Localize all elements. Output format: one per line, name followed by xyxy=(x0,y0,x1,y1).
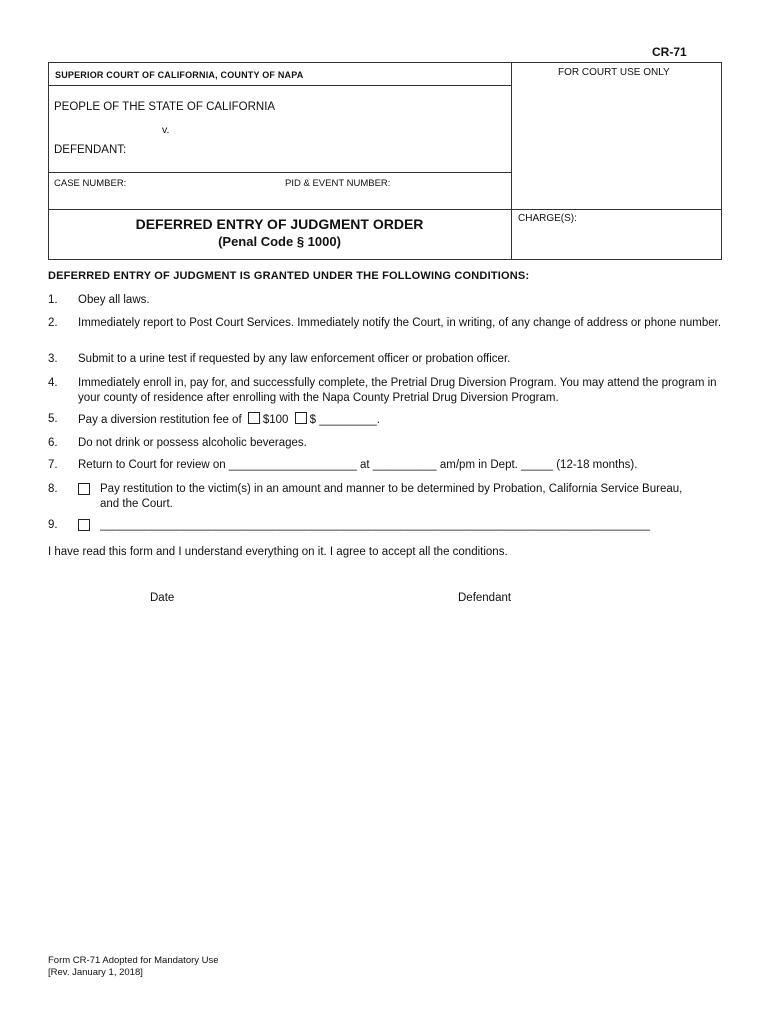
form-title: DEFERRED ENTRY OF JUDGMENT ORDER xyxy=(135,216,424,232)
caption-divider-case xyxy=(48,172,511,173)
case-number-label: CASE NUMBER: xyxy=(54,178,127,189)
condition-text: Immediately report to Post Court Services. Immediately notify the Court, in writing, of any change of address or phone number. xyxy=(78,317,722,329)
caption-divider-court xyxy=(48,85,511,86)
other-condition-checkbox[interactable] xyxy=(78,519,90,531)
fee-label: Pay a diversion restitution fee of xyxy=(78,414,242,426)
caption-divider-vertical xyxy=(511,62,512,260)
condition-text: Return to Court for review on ____________________ at __________ am/pm in Dept. _____ (12-18 months). xyxy=(78,459,638,471)
form-subtitle: (Penal Code § 1000) xyxy=(218,234,341,249)
caption-divider-title xyxy=(48,209,722,210)
restitution-checkbox[interactable] xyxy=(78,483,90,495)
conditions-heading: DEFERRED ENTRY OF JUDGMENT IS GRANTED UNDER THE FOLLOWING CONDITIONS: xyxy=(48,270,530,282)
condition-text: Do not drink or possess alcoholic beverages. xyxy=(78,437,307,449)
condition-number: 3. xyxy=(48,353,58,365)
agreement-statement: I have read this form and I understand everything on it. I agree to accept all the conditions. xyxy=(48,546,508,558)
pid-event-number-label: PID & EVENT NUMBER: xyxy=(285,178,391,189)
court-name: SUPERIOR COURT OF CALIFORNIA, COUNTY OF NAPA xyxy=(55,70,304,80)
fee-100-checkbox[interactable] xyxy=(248,412,260,424)
charges-label: CHARGE(S): xyxy=(518,213,577,224)
fee-other-label: $ _________. xyxy=(309,414,381,426)
condition-number: 4. xyxy=(48,377,58,389)
condition-blank-line[interactable]: ______________________________________________________________________________________ xyxy=(100,519,651,531)
footer-adopted: Form CR-71 Adopted for Mandatory Use xyxy=(48,955,219,966)
condition-number: 5. xyxy=(48,413,58,425)
condition-text: Immediately enroll in, pay for, and successfully complete, the Pretrial Drug Diversion Program. You may attend the program in your county of residence after enrolling with the Napa County Pretrial Drug Diversion Program. xyxy=(78,377,717,404)
date-signature-label: Date xyxy=(150,592,175,604)
condition-text xyxy=(78,412,728,428)
condition-number: 9. xyxy=(48,519,58,531)
condition-number: 8. xyxy=(48,483,58,495)
fee-100-label: $100 xyxy=(262,414,289,426)
condition-number: 6. xyxy=(48,437,58,449)
fee-other-checkbox[interactable] xyxy=(295,412,307,424)
condition-text: Pay restitution to the victim(s) in an amount and manner to be determined by Probation, California Service Bureau, and the Court. xyxy=(100,483,683,510)
condition-number: 7. xyxy=(48,459,58,471)
form-footer xyxy=(48,955,219,979)
form-code: CR-71 xyxy=(652,45,687,59)
footer-revision: [Rev. January 1, 2018] xyxy=(48,967,143,978)
defendant-label: DEFENDANT: xyxy=(54,144,127,156)
condition-text: Obey all laws. xyxy=(78,294,150,306)
people-label: PEOPLE OF THE STATE OF CALIFORNIA xyxy=(54,101,276,113)
court-use-only-label: FOR COURT USE ONLY xyxy=(558,67,670,78)
versus-label: v. xyxy=(162,124,170,136)
defendant-signature-label: Defendant xyxy=(458,592,512,604)
condition-number: 1. xyxy=(48,294,58,306)
condition-number: 2. xyxy=(48,317,58,329)
condition-text: Submit to a urine test if requested by any law enforcement officer or probation officer. xyxy=(78,353,511,365)
